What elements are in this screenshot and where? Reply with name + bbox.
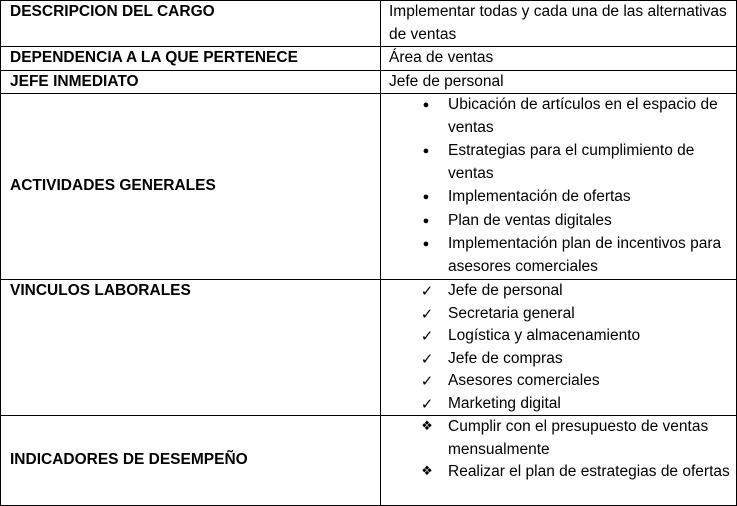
actividades-list: [389, 94, 730, 278]
list-item-text: Jefe de compras: [448, 349, 563, 367]
value-actividades: [381, 94, 737, 280]
checkmark-icon: ✓: [420, 349, 434, 368]
list-item: [389, 210, 730, 233]
bullet-icon: ●: [422, 145, 430, 157]
table-row-dependencia: [1, 47, 737, 71]
list-item-text: Logística y almacenamiento: [448, 327, 641, 344]
value-indicadores: [381, 416, 737, 506]
diamond-bullet-icon: ❖: [421, 464, 433, 479]
list-item: [389, 416, 730, 461]
label-indicadores: INDICADORES DE DESEMPEÑO: [1, 416, 381, 506]
bullet-icon: ●: [422, 99, 430, 111]
indicadores-list: [389, 416, 730, 484]
diamond-bullet-icon: ❖: [421, 419, 433, 434]
list-item: [389, 280, 730, 303]
value-vinculos: [381, 280, 737, 416]
list-item-text: Asesores comerciales: [448, 372, 600, 389]
list-item-text: Cumplir con el presupuesto de ventas mensualmente: [448, 418, 709, 458]
value-dependencia: Área de ventas: [381, 47, 737, 71]
value-descripcion: Implementar todas y cada una de las alternativas de ventas: [381, 1, 737, 47]
checkmark-icon: ✓: [420, 282, 434, 300]
list-item: [389, 233, 730, 278]
table-row-actividades: [1, 94, 737, 280]
list-item: [389, 303, 730, 326]
list-item-text: Implementación plan de incentivos para asesores comerciales: [448, 235, 722, 275]
list-item: [389, 461, 730, 484]
label-jefe-inmediato: JEFE INMEDIATO: [1, 70, 381, 94]
checkmark-icon: ✓: [420, 372, 434, 390]
list-item: [389, 393, 730, 416]
list-item: [389, 370, 730, 393]
list-item: [389, 186, 730, 209]
bullet-icon: ●: [422, 238, 430, 250]
checkmark-icon: ✓: [420, 394, 434, 413]
label-descripcion: DESCRIPCION DEL CARGO: [1, 1, 381, 47]
table-row-vinculos: [1, 280, 737, 416]
list-item: [389, 325, 730, 348]
value-jefe-inmediato: Jefe de personal: [381, 70, 737, 94]
table-row-jefe: [1, 70, 737, 94]
label-vinculos: VINCULOS LABORALES: [1, 280, 381, 416]
list-item: [389, 348, 730, 371]
list-item-text: Secretaria general: [448, 304, 575, 322]
list-item-text: Realizar el plan de estrategias de ofertas: [448, 463, 730, 480]
bullet-icon: ●: [422, 214, 430, 227]
label-actividades: ACTIVIDADES GENERALES: [1, 94, 381, 280]
table-row-descripcion: [1, 1, 737, 47]
list-item-text: Ubicación de artículos en el espacio de ventas: [448, 96, 718, 136]
table-row-indicadores: [1, 416, 737, 506]
vinculos-list: [389, 280, 730, 415]
label-dependencia: DEPENDENCIA A LA QUE PERTENECE: [1, 47, 381, 71]
checkmark-icon: ✓: [420, 327, 434, 345]
list-item-text: Implementación de ofertas: [448, 188, 631, 205]
bullet-icon: ●: [422, 191, 430, 203]
list-item-text: Marketing digital: [448, 394, 561, 412]
list-item: [389, 140, 730, 185]
list-item: [389, 94, 730, 139]
list-item-text: Estrategias para el cumplimiento de ventas: [448, 142, 695, 182]
checkmark-icon: ✓: [420, 304, 434, 323]
list-item-text: Plan de ventas digitales: [448, 211, 612, 229]
list-item-text: Jefe de personal: [448, 282, 563, 299]
